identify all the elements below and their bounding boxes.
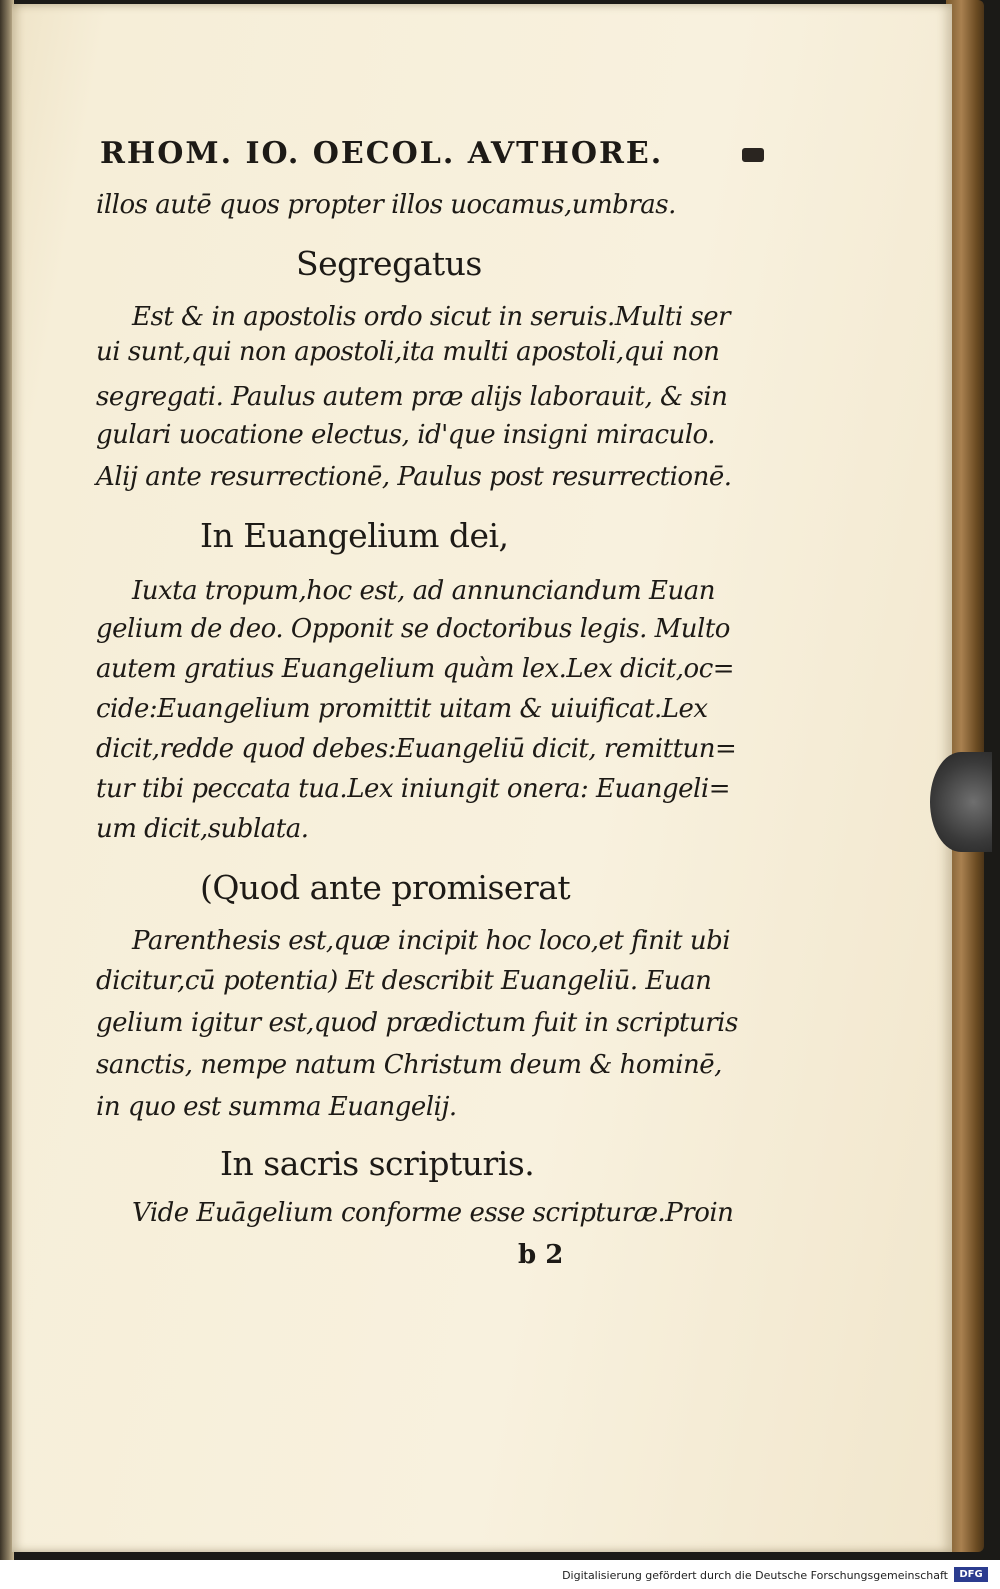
- text-line: gulari uocatione electus, id'que insigni miraculo.: [96, 420, 716, 450]
- text-line: Est & in apostolis ordo sicut in seruis.Multi ser: [132, 302, 731, 332]
- page-clip: [930, 752, 992, 852]
- text-line: gelium igitur est,quod prædictum fuit in scripturis: [96, 1008, 738, 1038]
- text-line: sanctis, nempe natum Christum deum & hominē,: [96, 1050, 722, 1080]
- text-line: segregati. Paulus autem præ alijs laborauit, & sin: [96, 382, 728, 412]
- text-line: dicit,redde quod debes:Euangeliū dicit, remittun=: [96, 734, 737, 764]
- text-line: in quo est summa Euangelij.: [96, 1092, 457, 1122]
- text-line: Alij ante resurrectionē, Paulus post resurrectionē.: [96, 462, 732, 492]
- text-line: gelium de deo. Opponit se doctoribus legis. Multo: [96, 614, 730, 644]
- text-line: Parenthesis est,quæ incipit hoc loco,et finit ubi: [132, 926, 731, 956]
- text-line: autem gratius Euangelium quàm lex.Lex dicit,oc=: [96, 654, 735, 684]
- digitization-credit: Digitalisierung gefördert durch die Deutsche Forschungsgemeinschaft: [562, 1569, 948, 1582]
- text-line: cide:Euangelium promittit uitam & uiuificat.Lex: [96, 694, 708, 724]
- header-ornament: [742, 148, 764, 162]
- text-line: tur tibi peccata tua.Lex iniungit onera: Euangeli=: [96, 774, 730, 804]
- text-line: ui sunt,qui non apostoli,ita multi apostoli,qui non: [96, 337, 720, 367]
- signature-mark: b 2: [518, 1240, 564, 1270]
- dfg-logo: DFG: [954, 1567, 988, 1582]
- lemma-heading: (Quod ante promiserat: [200, 868, 571, 907]
- text-line: Vide Euāgelium conforme esse scripturæ.Proin: [132, 1198, 734, 1228]
- text-line: illos autē quos propter illos uocamus,umbras.: [96, 190, 676, 220]
- text-line: Iuxta tropum,hoc est, ad annunciandum Euan: [132, 576, 715, 606]
- text-line: dicitur,cū potentia) Et describit Euangeliū. Euan: [96, 966, 712, 996]
- lemma-heading: In sacris scripturis.: [220, 1144, 535, 1183]
- lemma-heading: Segregatus: [296, 244, 482, 283]
- running-header: RHOM. IO. OECOL. AVTHORE.: [100, 136, 664, 171]
- text-line: um dicit,sublata.: [96, 814, 309, 844]
- lemma-heading: In Euangelium dei,: [200, 516, 509, 555]
